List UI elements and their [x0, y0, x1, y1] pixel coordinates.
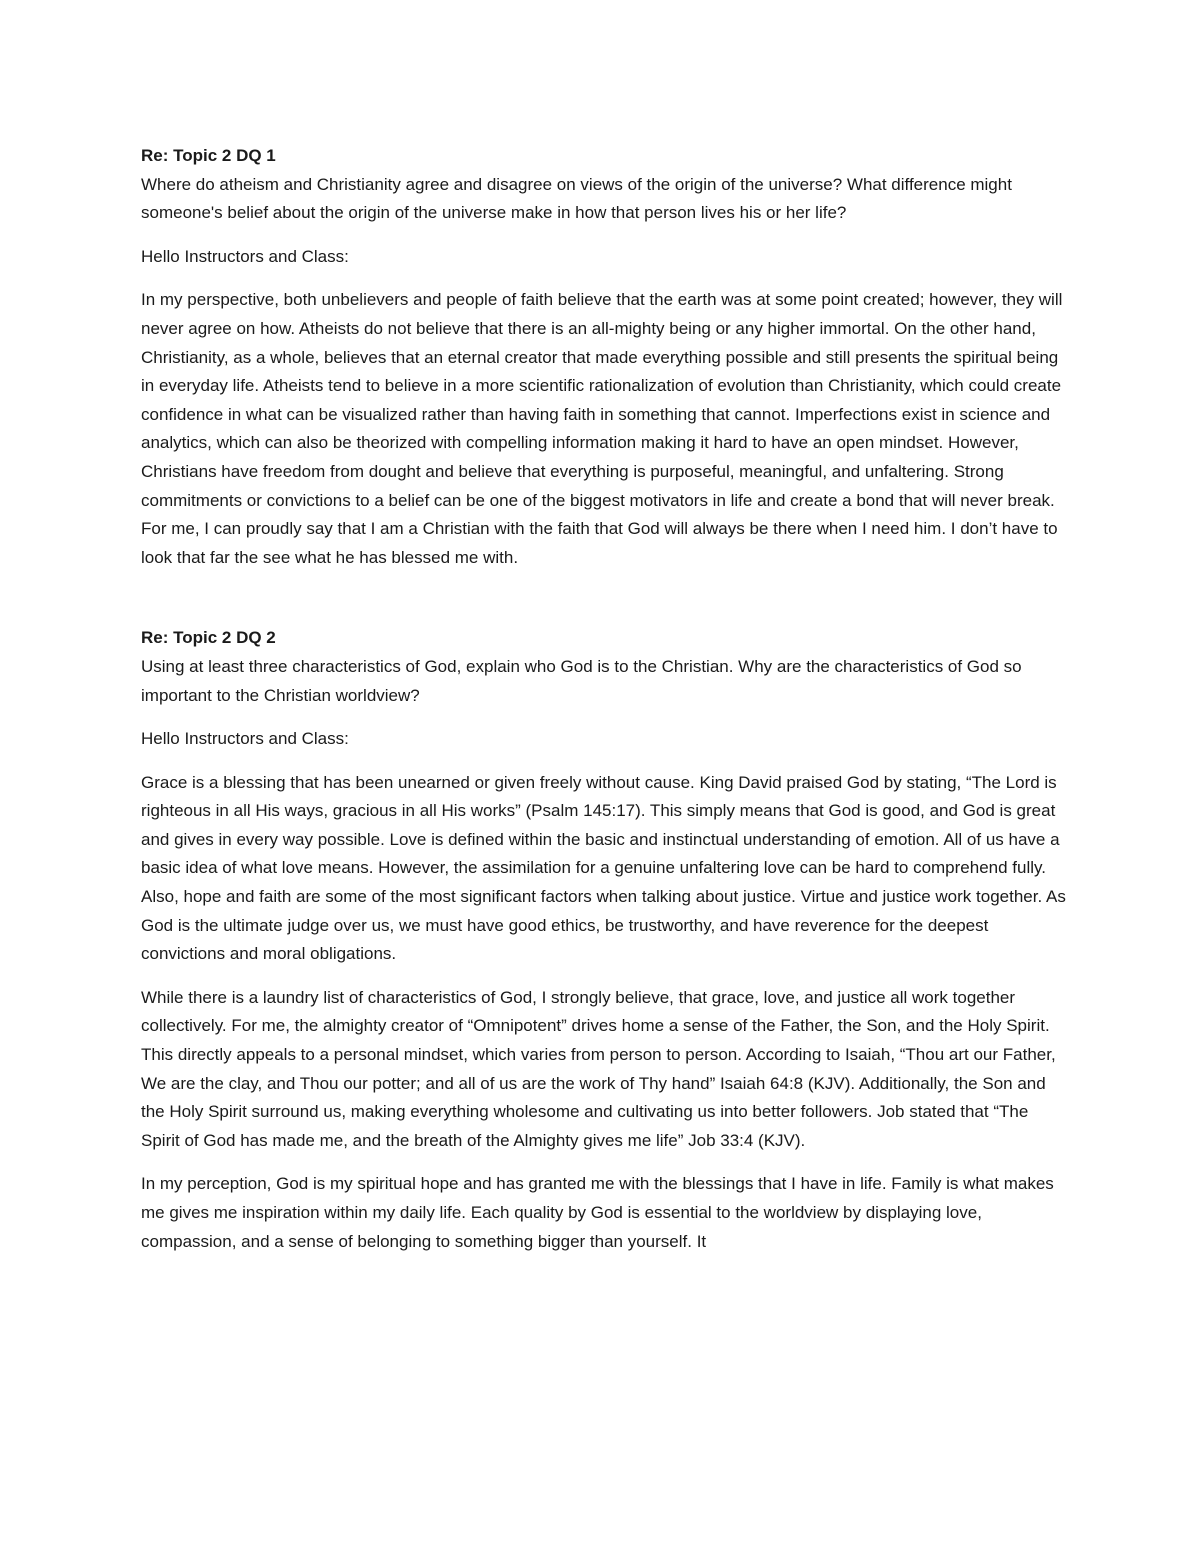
section-heading: Re: Topic 2 DQ 1: [141, 146, 276, 165]
body-paragraph: Grace is a blessing that has been unearned or given freely without cause. King David praised God by stating, “The Lord is righteous in all His ways, gracious in all His works” (Psalm 145:17). This simply means that God is good, and God is great and gives in every way possible. Love is defined within the basic and instinctual understanding of emotion. All of us have a basic idea of what love means. However, the assimilation for a genuine unfaltering love can be hard to comprehend fully. Also, hope and faith are some of the most significant factors when talking about justice. Virtue and justice work together. As God is the ultimate judge over us, we must have good ethics, be trustworthy, and have reverence for the deepest convictions and moral obligations.: [141, 772, 1066, 964]
greeting: Hello Instructors and Class:: [141, 729, 349, 749]
discussion-prompt: Where do atheism and Christianity agree and disagree on views of the origin of the universe? What difference might someone's belief about the origin of the universe make in how that person lives his or her life?: [141, 174, 1012, 223]
discussion-section-1: [141, 142, 1071, 572]
body-paragraph: While there is a laundry list of characteristics of God, I strongly believe, that grace, love, and justice all work together collectively. For me, the almighty creator of “Omnipotent” drives home a sense of the Father, the Son, and the Holy Spirit. This directly appeals to a personal mindset, which varies from person to person. According to Isaiah, “Thou art our Father, We are the clay, and Thou our potter; and all of us are the work of Thy hand” Isaiah 64:8 (KJV). Additionally, the Son and the Holy Spirit surround us, making everything wholesome and cultivating us into better followers. Job stated that “The Spirit of God has made me, and the breath of the Almighty gives me life” Job 33:4 (KJV).: [141, 987, 1056, 1150]
document-body: [141, 142, 1071, 1256]
discussion-prompt: Using at least three characteristics of God, explain who God is to the Christian. Why are the characteristics of God so important to the Christian worldview?: [141, 656, 1022, 705]
section-heading: Re: Topic 2 DQ 2: [141, 628, 276, 648]
discussion-section-2: [141, 624, 1071, 1256]
body-paragraph: In my perception, God is my spiritual hope and has granted me with the blessings that I have in life. Family is what makes me gives me inspiration within my daily life. Each quality by God is essential to the worldview by displaying love, compassion, and a sense of belonging to something bigger than yourself. It: [141, 1174, 1054, 1251]
greeting: Hello Instructors and Class:: [141, 246, 349, 266]
body-paragraph: In my perspective, both unbelievers and people of faith believe that the earth was at some point created; however, they will never agree on how. Atheists do not believe that there is an all-mighty being or any higher immortal. On the other hand, Christianity, as a whole, believes that an eternal creator that made everything possible and still presents the spiritual being in everyday life. Atheists tend to believe in a more scientific rationalization of evolution than Christianity, which could create confidence in what can be visualized rather than having faith in something that cannot. Imperfections exist in science and analytics, which can also be theorized with compelling information making it hard to have an open mindset. However, Christians have freedom from dought and believe that everything is purposeful, meaningful, and unfaltering. Strong commitments or convictions to a belief can be one of the biggest motivators in life and create a bond that will never break. For me, I can proudly say that I am a Christian with the faith that God will always be there when I need him. I don’t have to look that far the see what he has blessed me with.: [141, 290, 1063, 567]
